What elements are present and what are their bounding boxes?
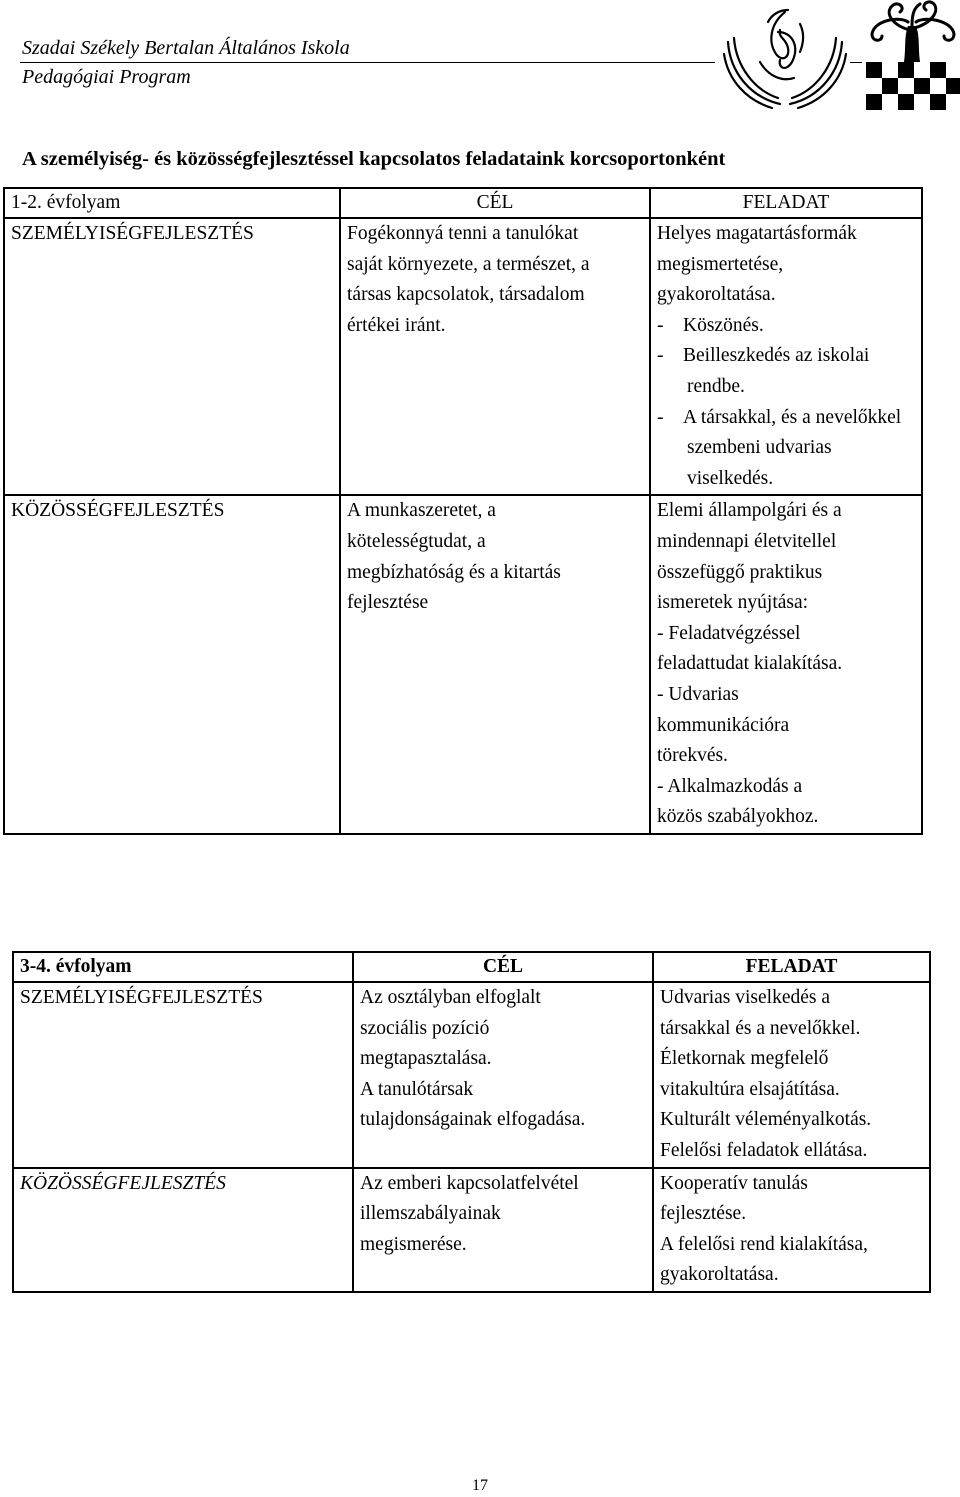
task-list-item: - Köszönés. xyxy=(657,314,764,336)
task-line: Helyes magatartásformák xyxy=(657,223,857,244)
table-row xyxy=(13,1168,930,1292)
task-line: kommunikációra xyxy=(657,714,790,736)
task-cell xyxy=(650,495,922,834)
table-header-row xyxy=(13,952,930,982)
table-row xyxy=(4,495,922,834)
col-goal-header: CÉL xyxy=(340,188,650,218)
table-row xyxy=(4,218,922,495)
col-task-header: FELADAT xyxy=(653,952,930,982)
goal-cell xyxy=(340,495,650,834)
area-cell: KÖZÖSSÉGFEJLESZTÉS xyxy=(4,495,340,834)
table-grades-1-2 xyxy=(3,187,923,835)
table-grades-3-4 xyxy=(12,951,931,1293)
table-header-row xyxy=(4,188,922,218)
task-cell xyxy=(653,982,930,1168)
task-cell xyxy=(653,1168,930,1292)
goal-line: Fogékonnyá tenni a tanulókat xyxy=(347,223,579,244)
grade-label: 3-4. évfolyam xyxy=(13,952,353,982)
task-line: Kulturált véleményalkotás. xyxy=(660,1109,872,1131)
goal-line: A tanulótársak xyxy=(360,1078,474,1100)
area-cell: KÖZÖSSÉGFEJLESZTÉS xyxy=(13,1168,353,1292)
header-rule xyxy=(20,62,715,63)
task-line: - Alkalmazkodás a xyxy=(657,775,803,797)
task-line: Kooperatív tanulás xyxy=(660,1172,808,1194)
goal-cell xyxy=(353,982,653,1168)
task-line: megismertetése, xyxy=(657,253,784,275)
task-line: vitakultúra elsajátítása. xyxy=(660,1078,840,1100)
task-line: Életkornak megfelelő xyxy=(660,1048,829,1070)
task-line: Udvarias viselkedés a xyxy=(660,987,831,1008)
task-line: ismeretek nyújtása: xyxy=(657,592,809,614)
goal-line: A munkaszeretet, a xyxy=(347,500,496,522)
task-list-item: - Beilleszkedés az iskolai rendbe. xyxy=(657,345,870,397)
task-line: - Feladatvégzéssel xyxy=(657,622,801,644)
task-line: törekvés. xyxy=(657,745,728,767)
table-row xyxy=(13,982,930,1168)
task-line: Felelősi feladatok ellátása. xyxy=(660,1139,868,1161)
task-line: - Udvarias xyxy=(657,683,739,705)
task-line: Elemi állampolgári és a xyxy=(657,500,842,522)
task-line: összefüggő praktikus xyxy=(657,561,823,583)
task-line: A felelősi rend kialakítása, xyxy=(660,1233,868,1255)
tree-chessboard-logo-icon xyxy=(864,0,960,110)
task-line: mindennapi életvitellel xyxy=(657,530,837,552)
goal-line: saját környezete, a természet, a xyxy=(347,253,590,275)
goal-line: illemszabályainak xyxy=(360,1203,501,1225)
header-rule-right xyxy=(850,62,862,63)
program-name: Pedagógiai Program xyxy=(22,66,191,88)
section-title: A személyiség- és közösségfejlesztéssel kapcsolatos feladataink korcsoportonként xyxy=(22,148,726,170)
goal-line: megbízhatóság és a kitartás xyxy=(347,561,561,583)
task-line: gyakoroltatása. xyxy=(660,1264,779,1286)
goal-cell xyxy=(340,218,650,495)
goal-line: fejlesztése xyxy=(347,592,429,614)
page-header xyxy=(22,34,350,92)
task-line: gyakoroltatása. xyxy=(657,284,776,306)
col-goal-header: CÉL xyxy=(353,952,653,982)
task-list-item: - A társakkal, és a nevelőkkel szembeni udvarias viselkedés. xyxy=(657,406,902,489)
task-line: feladattudat kialakítása. xyxy=(657,653,843,675)
goal-line: tulajdonságainak elfogadása. xyxy=(360,1109,586,1131)
col-task-header: FELADAT xyxy=(650,188,922,218)
area-cell: SZEMÉLYISÉGFEJLESZTÉS xyxy=(4,218,340,495)
goal-line: kötelességtudat, a xyxy=(347,530,486,552)
goal-line: Az emberi kapcsolatfelvétel xyxy=(360,1172,579,1194)
task-cell xyxy=(650,218,922,495)
goal-line: társas kapcsolatok, társadalom xyxy=(347,284,585,306)
page-number: 17 xyxy=(472,1477,488,1494)
goal-line: megismerése. xyxy=(360,1233,467,1255)
grade-label: 1-2. évfolyam xyxy=(4,188,340,218)
area-cell: SZEMÉLYISÉGFEJLESZTÉS xyxy=(13,982,353,1168)
goal-line: megtapasztalása. xyxy=(360,1048,492,1070)
school-name: Szadai Székely Bertalan Általános Iskola xyxy=(22,37,350,59)
task-line: közös szabályokhoz. xyxy=(657,806,819,828)
task-line: társakkal és a nevelőkkel. xyxy=(660,1017,861,1039)
goal-cell xyxy=(353,1168,653,1292)
goal-line: szociális pozíció xyxy=(360,1017,490,1039)
task-line: fejlesztése. xyxy=(660,1203,747,1225)
goal-line: Az osztályban elfoglalt xyxy=(360,987,541,1008)
hands-flame-logo-icon xyxy=(720,2,850,110)
goal-line: értékei iránt. xyxy=(347,314,446,336)
